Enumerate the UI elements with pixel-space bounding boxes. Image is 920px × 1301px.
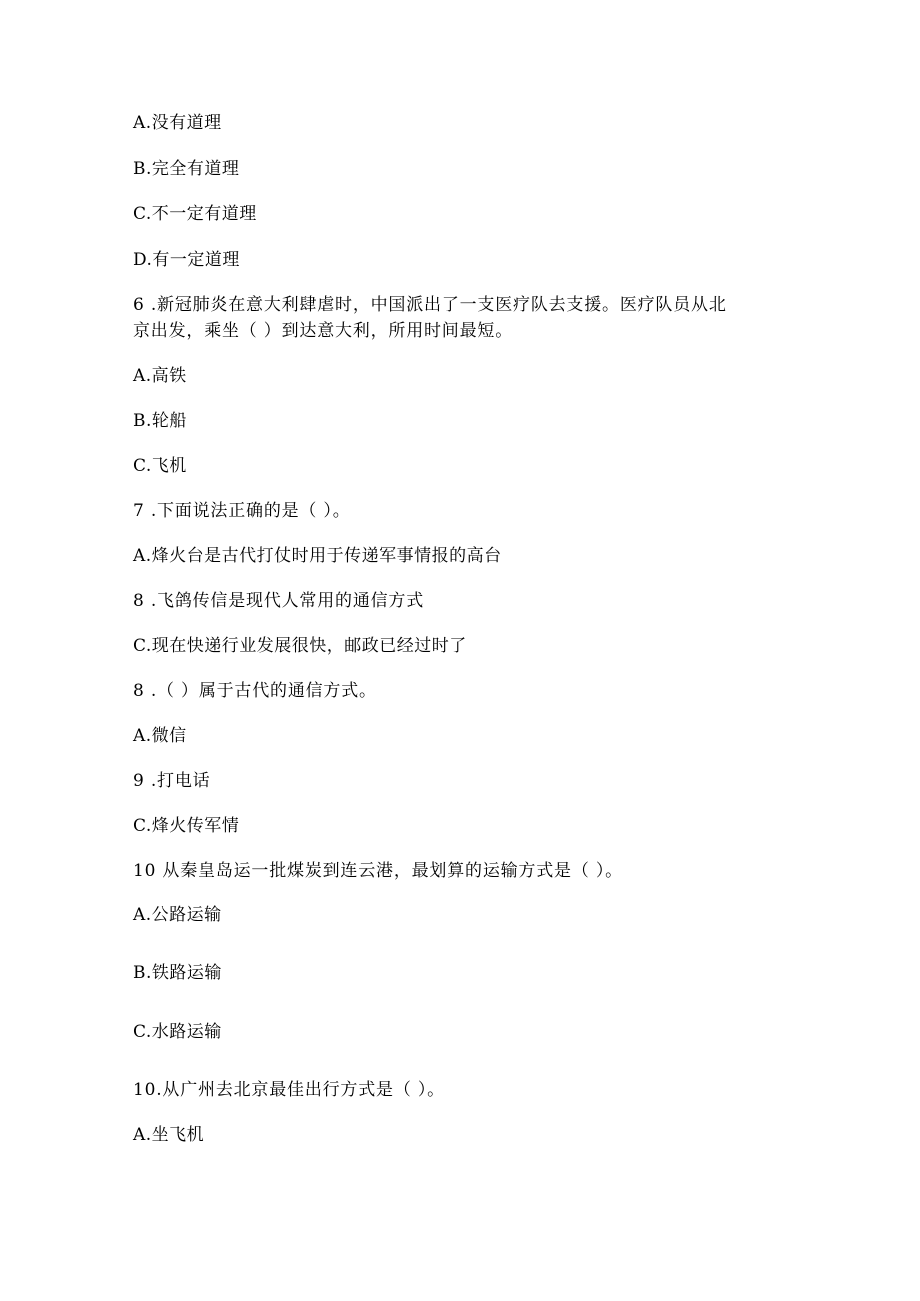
option-b-fully-reasonable: B.完全有道理 — [133, 159, 240, 179]
option-c-express-delivery: C.现在快递行业发展很快，邮政已经过时了 — [133, 636, 467, 656]
option-b-ship: B.轮船 — [133, 411, 187, 431]
question-10-guangzhou-beijing: 10.从广州去北京最佳出行方式是（ ）。 — [133, 1080, 445, 1100]
option-c-water-transport: C.水路运输 — [133, 1022, 222, 1042]
option-b-rail-transport: B.铁路运输 — [133, 963, 222, 983]
option-c-airplane: C.飞机 — [133, 456, 187, 476]
question-10-coal-transport: 10 从秦皇岛运一批煤炭到连云港，最划算的运输方式是（ ）。 — [133, 861, 623, 881]
option-a-beacon-tower: A.烽火台是古代打仗时用于传递军事情报的高台 — [133, 546, 502, 566]
question-9-phone-call: 9 .打电话 — [133, 771, 211, 791]
option-a-by-plane: A.坐飞机 — [133, 1125, 205, 1145]
question-8-carrier-pigeon: 8 .飞鸽传信是现代人常用的通信方式 — [133, 591, 425, 611]
option-a-wechat: A.微信 — [133, 726, 187, 746]
option-c-not-necessarily: C.不一定有道理 — [133, 204, 257, 224]
question-7: 7 .下面说法正确的是（ ）。 — [133, 501, 351, 521]
question-8-ancient-communication: 8 .（ ）属于古代的通信方式。 — [133, 681, 377, 701]
option-a-high-speed-rail: A.高铁 — [133, 366, 187, 386]
option-a-road-transport: A.公路运输 — [133, 905, 222, 925]
option-c-beacon-fire: C.烽火传军情 — [133, 816, 240, 836]
question-6-line-1: 6 .新冠肺炎在意大利肆虐时，中国派出了一支医疗队去支援。医疗队员从北 — [133, 295, 727, 315]
option-a-no-reason: A.没有道理 — [133, 113, 222, 133]
option-d-somewhat-reasonable: D.有一定道理 — [133, 250, 240, 270]
question-6-line-2: 京出发，乘坐（ ）到达意大利，所用时间最短。 — [133, 321, 514, 341]
